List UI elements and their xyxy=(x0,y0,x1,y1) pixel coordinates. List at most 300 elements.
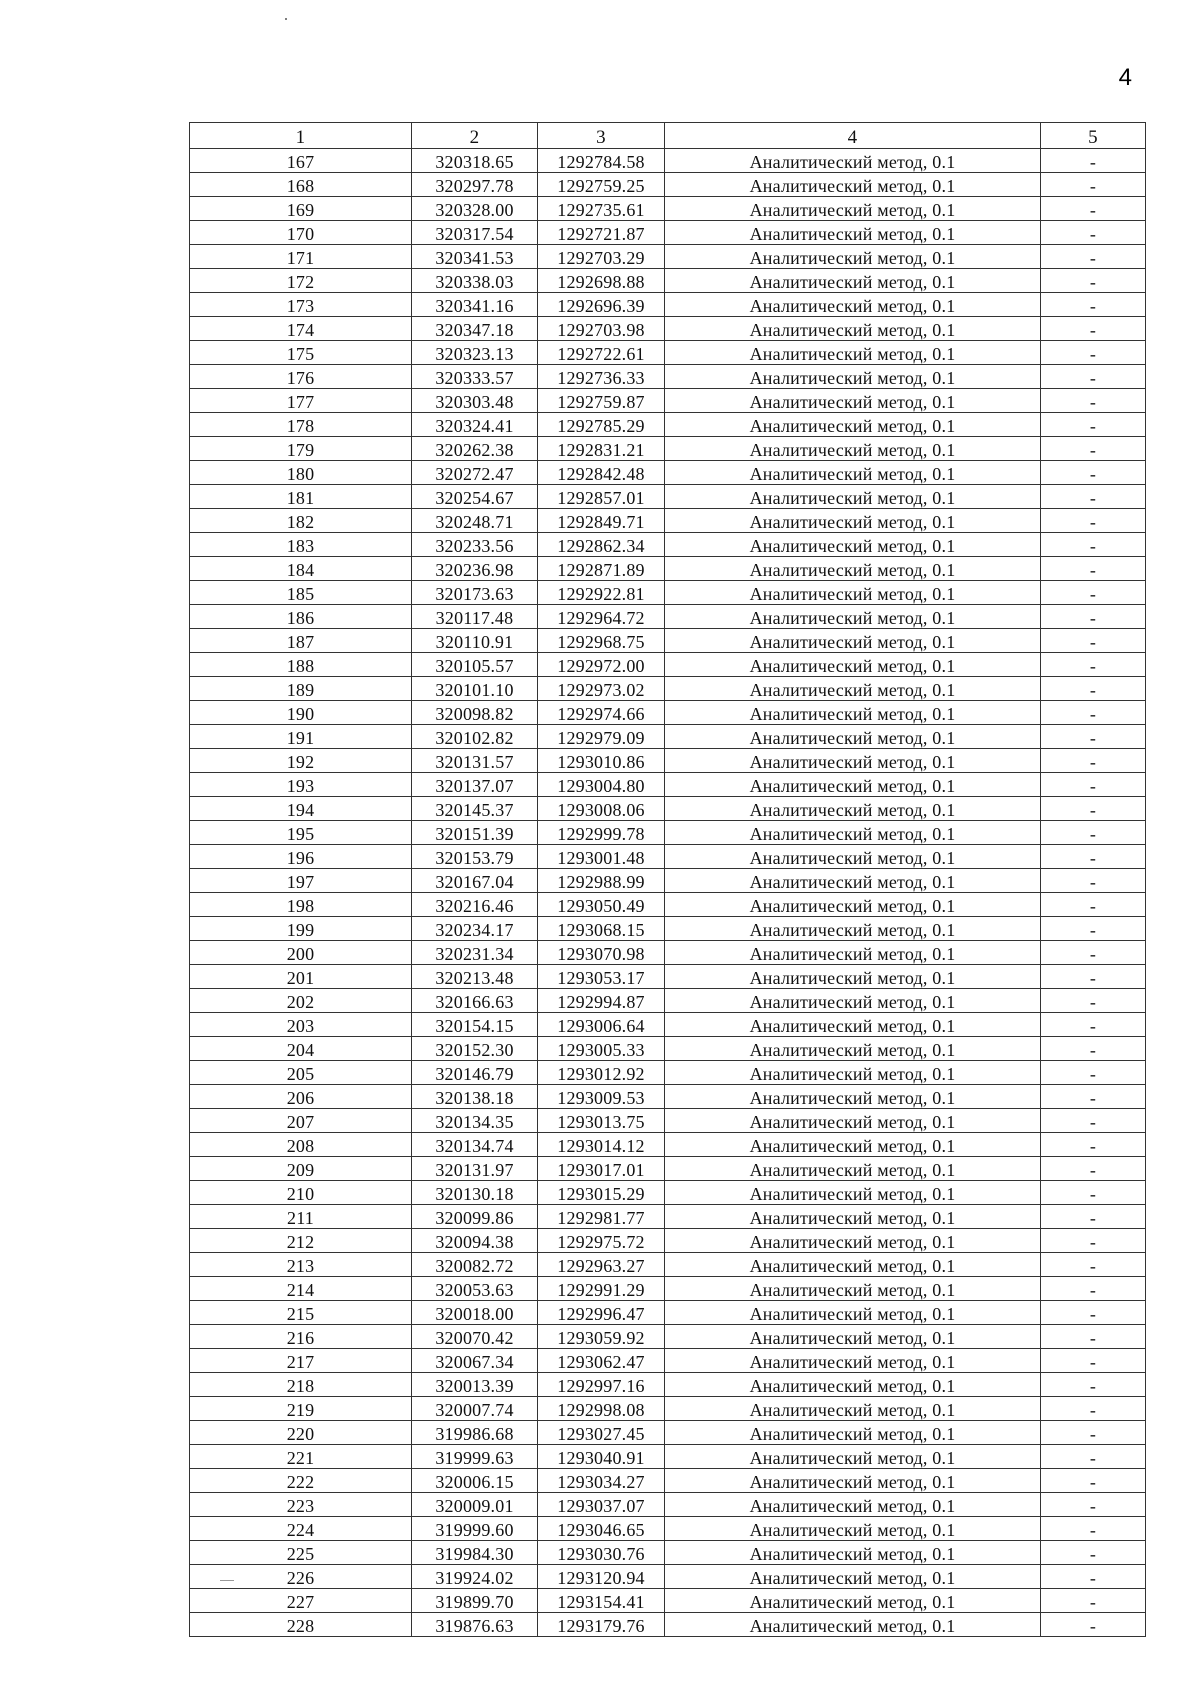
x-coordinate-cell: 320067.34 xyxy=(412,1349,538,1373)
table-row xyxy=(190,1613,1146,1637)
y-coordinate-cell: 1292842.48 xyxy=(538,461,665,485)
x-coordinate-cell: 320216.46 xyxy=(412,893,538,917)
table-row xyxy=(190,1157,1146,1181)
note-cell: - xyxy=(1041,1157,1146,1181)
note-cell: - xyxy=(1041,749,1146,773)
point-number-cell: 225 xyxy=(190,1541,412,1565)
point-number-cell: 212 xyxy=(190,1229,412,1253)
y-coordinate-cell: 1292922.81 xyxy=(538,581,665,605)
point-number-cell: 179 xyxy=(190,437,412,461)
point-number-cell: 220 xyxy=(190,1421,412,1445)
x-coordinate-cell: 320130.18 xyxy=(412,1181,538,1205)
point-number-cell: 210 xyxy=(190,1181,412,1205)
table-row xyxy=(190,149,1146,173)
method-cell: Аналитический метод, 0.1 xyxy=(665,1469,1041,1493)
point-number-cell: 191 xyxy=(190,725,412,749)
x-coordinate-cell: 320167.04 xyxy=(412,869,538,893)
y-coordinate-cell: 1292974.66 xyxy=(538,701,665,725)
x-coordinate-cell: 320009.01 xyxy=(412,1493,538,1517)
y-coordinate-cell: 1293154.41 xyxy=(538,1589,665,1613)
point-number-cell: 175 xyxy=(190,341,412,365)
y-coordinate-cell: 1292721.87 xyxy=(538,221,665,245)
x-coordinate-cell: 320007.74 xyxy=(412,1397,538,1421)
method-cell: Аналитический метод, 0.1 xyxy=(665,1061,1041,1085)
point-number-cell: 176 xyxy=(190,365,412,389)
x-coordinate-cell: 320152.30 xyxy=(412,1037,538,1061)
x-coordinate-cell: 320303.48 xyxy=(412,389,538,413)
x-coordinate-cell: 320134.35 xyxy=(412,1109,538,1133)
x-coordinate-cell: 320013.39 xyxy=(412,1373,538,1397)
point-number-cell: 206 xyxy=(190,1085,412,1109)
table-row xyxy=(190,173,1146,197)
x-coordinate-cell: 320297.78 xyxy=(412,173,538,197)
method-cell: Аналитический метод, 0.1 xyxy=(665,677,1041,701)
scan-line-mark xyxy=(220,1580,234,1581)
method-cell: Аналитический метод, 0.1 xyxy=(665,581,1041,605)
method-cell: Аналитический метод, 0.1 xyxy=(665,341,1041,365)
point-number-cell: 226 xyxy=(190,1565,412,1589)
point-number-cell: 216 xyxy=(190,1325,412,1349)
method-cell: Аналитический метод, 0.1 xyxy=(665,1349,1041,1373)
method-cell: Аналитический метод, 0.1 xyxy=(665,1493,1041,1517)
x-coordinate-cell: 319876.63 xyxy=(412,1613,538,1637)
method-cell: Аналитический метод, 0.1 xyxy=(665,1037,1041,1061)
column-header-5: 5 xyxy=(1041,123,1146,149)
note-cell: - xyxy=(1041,245,1146,269)
method-cell: Аналитический метод, 0.1 xyxy=(665,1133,1041,1157)
y-coordinate-cell: 1292999.78 xyxy=(538,821,665,845)
point-number-cell: 217 xyxy=(190,1349,412,1373)
y-coordinate-cell: 1293037.07 xyxy=(538,1493,665,1517)
point-number-cell: 209 xyxy=(190,1157,412,1181)
x-coordinate-cell: 320098.82 xyxy=(412,701,538,725)
table-row xyxy=(190,533,1146,557)
method-cell: Аналитический метод, 0.1 xyxy=(665,1229,1041,1253)
table-row xyxy=(190,989,1146,1013)
x-coordinate-cell: 320102.82 xyxy=(412,725,538,749)
method-cell: Аналитический метод, 0.1 xyxy=(665,941,1041,965)
y-coordinate-cell: 1292831.21 xyxy=(538,437,665,461)
y-coordinate-cell: 1292696.39 xyxy=(538,293,665,317)
method-cell: Аналитический метод, 0.1 xyxy=(665,1301,1041,1325)
note-cell: - xyxy=(1041,1541,1146,1565)
column-header-1: 1 xyxy=(190,123,412,149)
note-cell: - xyxy=(1041,509,1146,533)
y-coordinate-cell: 1293001.48 xyxy=(538,845,665,869)
table-row xyxy=(190,1133,1146,1157)
y-coordinate-cell: 1292997.16 xyxy=(538,1373,665,1397)
x-coordinate-cell: 320254.67 xyxy=(412,485,538,509)
method-cell: Аналитический метод, 0.1 xyxy=(665,557,1041,581)
table-row xyxy=(190,869,1146,893)
x-coordinate-cell: 320094.38 xyxy=(412,1229,538,1253)
note-cell: - xyxy=(1041,1277,1146,1301)
table-row xyxy=(190,1253,1146,1277)
y-coordinate-cell: 1293027.45 xyxy=(538,1421,665,1445)
table-row xyxy=(190,1205,1146,1229)
method-cell: Аналитический метод, 0.1 xyxy=(665,509,1041,533)
x-coordinate-cell: 320347.18 xyxy=(412,317,538,341)
x-coordinate-cell: 320341.53 xyxy=(412,245,538,269)
note-cell: - xyxy=(1041,1397,1146,1421)
note-cell: - xyxy=(1041,149,1146,173)
note-cell: - xyxy=(1041,389,1146,413)
table-row xyxy=(190,1325,1146,1349)
table-row xyxy=(190,269,1146,293)
x-coordinate-cell: 320318.65 xyxy=(412,149,538,173)
y-coordinate-cell: 1293014.12 xyxy=(538,1133,665,1157)
note-cell: - xyxy=(1041,317,1146,341)
method-cell: Аналитический метод, 0.1 xyxy=(665,293,1041,317)
note-cell: - xyxy=(1041,1181,1146,1205)
point-number-cell: 192 xyxy=(190,749,412,773)
point-number-cell: 221 xyxy=(190,1445,412,1469)
method-cell: Аналитический метод, 0.1 xyxy=(665,965,1041,989)
method-cell: Аналитический метод, 0.1 xyxy=(665,1085,1041,1109)
point-number-cell: 170 xyxy=(190,221,412,245)
note-cell: - xyxy=(1041,1421,1146,1445)
x-coordinate-cell: 320324.41 xyxy=(412,413,538,437)
table-row xyxy=(190,485,1146,509)
method-cell: Аналитический метод, 0.1 xyxy=(665,1421,1041,1445)
table-row xyxy=(190,677,1146,701)
y-coordinate-cell: 1292698.88 xyxy=(538,269,665,293)
point-number-cell: 167 xyxy=(190,149,412,173)
point-number-cell: 208 xyxy=(190,1133,412,1157)
point-number-cell: 215 xyxy=(190,1301,412,1325)
note-cell: - xyxy=(1041,173,1146,197)
point-number-cell: 204 xyxy=(190,1037,412,1061)
method-cell: Аналитический метод, 0.1 xyxy=(665,197,1041,221)
y-coordinate-cell: 1293046.65 xyxy=(538,1517,665,1541)
y-coordinate-cell: 1292722.61 xyxy=(538,341,665,365)
y-coordinate-cell: 1293120.94 xyxy=(538,1565,665,1589)
point-number-cell: 186 xyxy=(190,605,412,629)
note-cell: - xyxy=(1041,1325,1146,1349)
table-row xyxy=(190,941,1146,965)
method-cell: Аналитический метод, 0.1 xyxy=(665,533,1041,557)
column-header-3: 3 xyxy=(538,123,665,149)
y-coordinate-cell: 1293068.15 xyxy=(538,917,665,941)
table-row xyxy=(190,1085,1146,1109)
x-coordinate-cell: 320146.79 xyxy=(412,1061,538,1085)
note-cell: - xyxy=(1041,221,1146,245)
y-coordinate-cell: 1293053.17 xyxy=(538,965,665,989)
method-cell: Аналитический метод, 0.1 xyxy=(665,1517,1041,1541)
point-number-cell: 200 xyxy=(190,941,412,965)
y-coordinate-cell: 1293010.86 xyxy=(538,749,665,773)
note-cell: - xyxy=(1041,293,1146,317)
note-cell: - xyxy=(1041,989,1146,1013)
x-coordinate-cell: 320099.86 xyxy=(412,1205,538,1229)
table-row xyxy=(190,389,1146,413)
x-coordinate-cell: 320101.10 xyxy=(412,677,538,701)
method-cell: Аналитический метод, 0.1 xyxy=(665,1613,1041,1637)
y-coordinate-cell: 1292759.25 xyxy=(538,173,665,197)
x-coordinate-cell: 319924.02 xyxy=(412,1565,538,1589)
point-number-cell: 224 xyxy=(190,1517,412,1541)
y-coordinate-cell: 1292862.34 xyxy=(538,533,665,557)
point-number-cell: 183 xyxy=(190,533,412,557)
y-coordinate-cell: 1293012.92 xyxy=(538,1061,665,1085)
table-row xyxy=(190,773,1146,797)
note-cell: - xyxy=(1041,1085,1146,1109)
x-coordinate-cell: 320110.91 xyxy=(412,629,538,653)
note-cell: - xyxy=(1041,773,1146,797)
x-coordinate-cell: 320317.54 xyxy=(412,221,538,245)
note-cell: - xyxy=(1041,413,1146,437)
x-coordinate-cell: 320138.18 xyxy=(412,1085,538,1109)
x-coordinate-cell: 320151.39 xyxy=(412,821,538,845)
x-coordinate-cell: 320234.17 xyxy=(412,917,538,941)
note-cell: - xyxy=(1041,1205,1146,1229)
note-cell: - xyxy=(1041,1229,1146,1253)
x-coordinate-cell: 320173.63 xyxy=(412,581,538,605)
table-row xyxy=(190,893,1146,917)
point-number-cell: 172 xyxy=(190,269,412,293)
method-cell: Аналитический метод, 0.1 xyxy=(665,1565,1041,1589)
method-cell: Аналитический метод, 0.1 xyxy=(665,149,1041,173)
table-row xyxy=(190,557,1146,581)
y-coordinate-cell: 1293179.76 xyxy=(538,1613,665,1637)
x-coordinate-cell: 319899.70 xyxy=(412,1589,538,1613)
table-row xyxy=(190,413,1146,437)
y-coordinate-cell: 1292784.58 xyxy=(538,149,665,173)
method-cell: Аналитический метод, 0.1 xyxy=(665,389,1041,413)
method-cell: Аналитический метод, 0.1 xyxy=(665,1277,1041,1301)
x-coordinate-cell: 320323.13 xyxy=(412,341,538,365)
y-coordinate-cell: 1293059.92 xyxy=(538,1325,665,1349)
note-cell: - xyxy=(1041,1037,1146,1061)
y-coordinate-cell: 1292735.61 xyxy=(538,197,665,221)
table-row xyxy=(190,605,1146,629)
x-coordinate-cell: 320131.57 xyxy=(412,749,538,773)
x-coordinate-cell: 319984.30 xyxy=(412,1541,538,1565)
note-cell: - xyxy=(1041,365,1146,389)
x-coordinate-cell: 320233.56 xyxy=(412,533,538,557)
table-row xyxy=(190,365,1146,389)
table-row xyxy=(190,1277,1146,1301)
point-number-cell: 202 xyxy=(190,989,412,1013)
note-cell: - xyxy=(1041,845,1146,869)
x-coordinate-cell: 320153.79 xyxy=(412,845,538,869)
method-cell: Аналитический метод, 0.1 xyxy=(665,269,1041,293)
y-coordinate-cell: 1293040.91 xyxy=(538,1445,665,1469)
note-cell: - xyxy=(1041,701,1146,725)
table-row xyxy=(190,821,1146,845)
note-cell: - xyxy=(1041,1565,1146,1589)
page-number: 4 xyxy=(1118,64,1132,91)
note-cell: - xyxy=(1041,1301,1146,1325)
note-cell: - xyxy=(1041,1013,1146,1037)
table-header-row xyxy=(190,123,1146,149)
method-cell: Аналитический метод, 0.1 xyxy=(665,749,1041,773)
method-cell: Аналитический метод, 0.1 xyxy=(665,725,1041,749)
point-number-cell: 222 xyxy=(190,1469,412,1493)
table-row xyxy=(190,317,1146,341)
x-coordinate-cell: 320154.15 xyxy=(412,1013,538,1037)
method-cell: Аналитический метод, 0.1 xyxy=(665,797,1041,821)
x-coordinate-cell: 320105.57 xyxy=(412,653,538,677)
method-cell: Аналитический метод, 0.1 xyxy=(665,605,1041,629)
y-coordinate-cell: 1292736.33 xyxy=(538,365,665,389)
method-cell: Аналитический метод, 0.1 xyxy=(665,773,1041,797)
note-cell: - xyxy=(1041,653,1146,677)
y-coordinate-cell: 1293062.47 xyxy=(538,1349,665,1373)
point-number-cell: 205 xyxy=(190,1061,412,1085)
point-number-cell: 197 xyxy=(190,869,412,893)
x-coordinate-cell: 320248.71 xyxy=(412,509,538,533)
y-coordinate-cell: 1292785.29 xyxy=(538,413,665,437)
point-number-cell: 207 xyxy=(190,1109,412,1133)
point-number-cell: 190 xyxy=(190,701,412,725)
y-coordinate-cell: 1293015.29 xyxy=(538,1181,665,1205)
table-row xyxy=(190,845,1146,869)
table-row xyxy=(190,341,1146,365)
table-row xyxy=(190,581,1146,605)
table-row xyxy=(190,245,1146,269)
x-coordinate-cell: 320338.03 xyxy=(412,269,538,293)
table-row xyxy=(190,1061,1146,1085)
point-number-cell: 218 xyxy=(190,1373,412,1397)
x-coordinate-cell: 320131.97 xyxy=(412,1157,538,1181)
y-coordinate-cell: 1293005.33 xyxy=(538,1037,665,1061)
method-cell: Аналитический метод, 0.1 xyxy=(665,1373,1041,1397)
method-cell: Аналитический метод, 0.1 xyxy=(665,1445,1041,1469)
note-cell: - xyxy=(1041,965,1146,989)
note-cell: - xyxy=(1041,197,1146,221)
table-row xyxy=(190,629,1146,653)
x-coordinate-cell: 320145.37 xyxy=(412,797,538,821)
y-coordinate-cell: 1293008.06 xyxy=(538,797,665,821)
method-cell: Аналитический метод, 0.1 xyxy=(665,461,1041,485)
method-cell: Аналитический метод, 0.1 xyxy=(665,893,1041,917)
table-body xyxy=(190,149,1146,1637)
table-row xyxy=(190,725,1146,749)
x-coordinate-cell: 320082.72 xyxy=(412,1253,538,1277)
point-number-cell: 214 xyxy=(190,1277,412,1301)
note-cell: - xyxy=(1041,581,1146,605)
method-cell: Аналитический метод, 0.1 xyxy=(665,1253,1041,1277)
table-row xyxy=(190,1373,1146,1397)
method-cell: Аналитический метод, 0.1 xyxy=(665,869,1041,893)
table-row xyxy=(190,1445,1146,1469)
method-cell: Аналитический метод, 0.1 xyxy=(665,701,1041,725)
table-row xyxy=(190,1349,1146,1373)
point-number-cell: 180 xyxy=(190,461,412,485)
note-cell: - xyxy=(1041,869,1146,893)
point-number-cell: 211 xyxy=(190,1205,412,1229)
point-number-cell: 187 xyxy=(190,629,412,653)
note-cell: - xyxy=(1041,629,1146,653)
method-cell: Аналитический метод, 0.1 xyxy=(665,1541,1041,1565)
point-number-cell: 171 xyxy=(190,245,412,269)
note-cell: - xyxy=(1041,1589,1146,1613)
table-row xyxy=(190,461,1146,485)
y-coordinate-cell: 1292988.99 xyxy=(538,869,665,893)
table-row xyxy=(190,1181,1146,1205)
y-coordinate-cell: 1292871.89 xyxy=(538,557,665,581)
coordinates-table xyxy=(189,122,1146,1637)
y-coordinate-cell: 1293004.80 xyxy=(538,773,665,797)
table-row xyxy=(190,1541,1146,1565)
point-number-cell: 198 xyxy=(190,893,412,917)
y-coordinate-cell: 1292994.87 xyxy=(538,989,665,1013)
note-cell: - xyxy=(1041,1109,1146,1133)
point-number-cell: 196 xyxy=(190,845,412,869)
method-cell: Аналитический метод, 0.1 xyxy=(665,317,1041,341)
y-coordinate-cell: 1292703.98 xyxy=(538,317,665,341)
point-number-cell: 189 xyxy=(190,677,412,701)
x-coordinate-cell: 319999.63 xyxy=(412,1445,538,1469)
y-coordinate-cell: 1293030.76 xyxy=(538,1541,665,1565)
method-cell: Аналитический метод, 0.1 xyxy=(665,437,1041,461)
x-coordinate-cell: 320333.57 xyxy=(412,365,538,389)
note-cell: - xyxy=(1041,1493,1146,1517)
x-coordinate-cell: 320262.38 xyxy=(412,437,538,461)
point-number-cell: 173 xyxy=(190,293,412,317)
y-coordinate-cell: 1292973.02 xyxy=(538,677,665,701)
x-coordinate-cell: 320070.42 xyxy=(412,1325,538,1349)
table-row xyxy=(190,197,1146,221)
table-row xyxy=(190,1301,1146,1325)
note-cell: - xyxy=(1041,725,1146,749)
method-cell: Аналитический метод, 0.1 xyxy=(665,629,1041,653)
note-cell: - xyxy=(1041,893,1146,917)
table-row xyxy=(190,797,1146,821)
note-cell: - xyxy=(1041,437,1146,461)
x-coordinate-cell: 320117.48 xyxy=(412,605,538,629)
note-cell: - xyxy=(1041,797,1146,821)
table-row xyxy=(190,1493,1146,1517)
point-number-cell: 168 xyxy=(190,173,412,197)
x-coordinate-cell: 320018.00 xyxy=(412,1301,538,1325)
y-coordinate-cell: 1293006.64 xyxy=(538,1013,665,1037)
y-coordinate-cell: 1292996.47 xyxy=(538,1301,665,1325)
method-cell: Аналитический метод, 0.1 xyxy=(665,1205,1041,1229)
y-coordinate-cell: 1293009.53 xyxy=(538,1085,665,1109)
method-cell: Аналитический метод, 0.1 xyxy=(665,1109,1041,1133)
column-header-2: 2 xyxy=(412,123,538,149)
x-coordinate-cell: 320134.74 xyxy=(412,1133,538,1157)
x-coordinate-cell: 320236.98 xyxy=(412,557,538,581)
table-row xyxy=(190,965,1146,989)
note-cell: - xyxy=(1041,485,1146,509)
x-coordinate-cell: 320137.07 xyxy=(412,773,538,797)
table-row xyxy=(190,221,1146,245)
point-number-cell: 227 xyxy=(190,1589,412,1613)
y-coordinate-cell: 1292998.08 xyxy=(538,1397,665,1421)
point-number-cell: 178 xyxy=(190,413,412,437)
table-row xyxy=(190,509,1146,533)
y-coordinate-cell: 1292979.09 xyxy=(538,725,665,749)
point-number-cell: 174 xyxy=(190,317,412,341)
note-cell: - xyxy=(1041,1061,1146,1085)
x-coordinate-cell: 320213.48 xyxy=(412,965,538,989)
y-coordinate-cell: 1292981.77 xyxy=(538,1205,665,1229)
method-cell: Аналитический метод, 0.1 xyxy=(665,173,1041,197)
y-coordinate-cell: 1292849.71 xyxy=(538,509,665,533)
note-cell: - xyxy=(1041,1133,1146,1157)
table-row xyxy=(190,749,1146,773)
table-row xyxy=(190,1037,1146,1061)
y-coordinate-cell: 1292963.27 xyxy=(538,1253,665,1277)
point-number-cell: 181 xyxy=(190,485,412,509)
y-coordinate-cell: 1292968.75 xyxy=(538,629,665,653)
table-row xyxy=(190,1013,1146,1037)
point-number-cell: 223 xyxy=(190,1493,412,1517)
table-row xyxy=(190,1565,1146,1589)
